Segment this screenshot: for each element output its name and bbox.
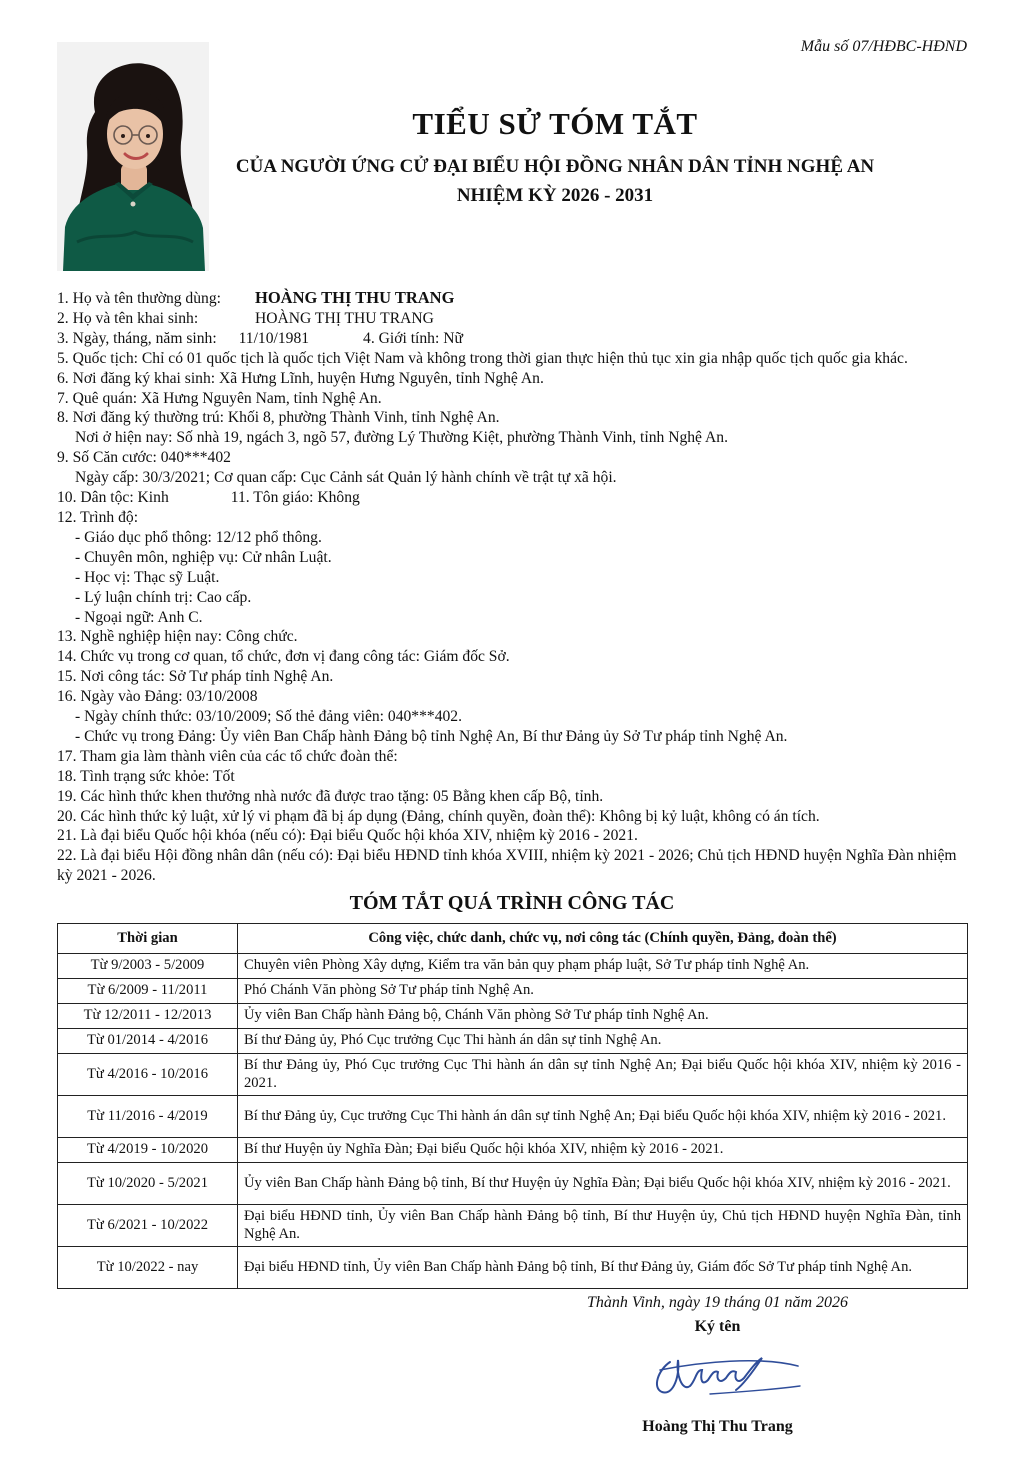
- table-row: [58, 1247, 968, 1289]
- info-line-17: 17. Tham gia làm thành viên của các tổ chức đoàn thể:: [57, 747, 398, 765]
- info-line-16a: - Ngày chính thức: 03/10/2009; Số thẻ đảng viên: 040***402.: [75, 708, 462, 726]
- birth-name-value: HOÀNG THỊ THU TRANG: [255, 309, 434, 327]
- row-period: Từ 6/2021 - 10/2022: [58, 1205, 238, 1247]
- personal-info: [57, 288, 972, 886]
- row-period: Từ 10/2022 - nay: [58, 1247, 238, 1289]
- info-line-19: 19. Các hình thức khen thưởng nhà nước đã được trao tặng: 05 Bằng khen cấp Bộ, tỉnh.: [57, 787, 604, 805]
- table-row: [58, 1163, 968, 1205]
- common-name-value: HOÀNG THỊ THU TRANG: [255, 288, 455, 307]
- row-desc: Bí thư Huyện ủy Nghĩa Đàn; Đại biểu Quốc hội khóa XIV, nhiệm kỳ 2016 - 2021.: [238, 1138, 968, 1163]
- place-date: Thành Vinh, ngày 19 tháng 01 năm 2026: [586, 1294, 849, 1311]
- row-desc: Đại biểu HĐND tỉnh, Ủy viên Ban Chấp hành Đảng bộ tỉnh, Bí thư Huyện ủy, Chủ tịch HĐND huyện Nghĩa Đàn, tỉnh Nghệ An.: [238, 1205, 968, 1247]
- row-desc: Đại biểu HĐND tỉnh, Ủy viên Ban Chấp hành Đảng bộ tỉnh, Bí thư Đảng ủy, Giám đốc Sở Tư pháp tỉnh Nghệ An.: [238, 1247, 968, 1289]
- row-period: Từ 6/2009 - 11/2011: [58, 979, 238, 1004]
- dob-value: 11/10/1981: [238, 329, 310, 347]
- info-line-9b: Ngày cấp: 30/3/2021; Cơ quan cấp: Cục Cảnh sát Quản lý hành chính về trật tự xã hội.: [75, 469, 617, 487]
- info-line-8b: Nơi ở hiện nay: Số nhà 19, ngách 3, ngõ 57, đường Lý Thường Kiệt, phường Thành Vinh, tỉnh Nghệ An.: [75, 429, 728, 447]
- row-period: Từ 12/2011 - 12/2013: [58, 1004, 238, 1029]
- info-line-1: [57, 288, 972, 309]
- info-line-20: 20. Các hình thức kỷ luật, xử lý vi phạm đã bị áp dụng (Đảng, chính quyền, đoàn thể): Không bị kỷ luật, không có án tích.: [57, 807, 820, 825]
- row-desc: Bí thư Đảng ủy, Phó Cục trưởng Cục Thi hành án dân sự tỉnh Nghệ An.: [238, 1029, 968, 1054]
- info-line-12a: - Giáo dục phổ thông: 12/12 phổ thông.: [75, 528, 322, 546]
- row-period: Từ 01/2014 - 4/2016: [58, 1029, 238, 1054]
- info-line-16: 16. Ngày vào Đảng: 03/10/2008: [57, 688, 258, 706]
- info-line-14: 14. Chức vụ trong cơ quan, tổ chức, đơn vị đang công tác: Giám đốc Sở.: [57, 648, 510, 666]
- form-code: Mẫu số 07/HĐBC-HĐND: [800, 38, 967, 55]
- table-row: [58, 1205, 968, 1247]
- row-desc: Ủy viên Ban Chấp hành Đảng bộ tỉnh, Bí thư Huyện ủy Nghĩa Đàn; Đại biểu Quốc hội khóa XIV, nhiệm kỳ 2016 - 2021.: [238, 1163, 968, 1205]
- col-time-header: Thời gian: [58, 924, 238, 954]
- row-period: Từ 11/2016 - 4/2019: [58, 1096, 238, 1138]
- dob-label: 3. Ngày, tháng, năm sinh:: [57, 329, 217, 347]
- row-desc: Bí thư Đảng ủy, Phó Cục trưởng Cục Thi hành án dân sự tỉnh Nghệ An; Đại biểu Quốc hội khóa XIV, nhiệm kỳ 2016 - 2021.: [238, 1054, 968, 1096]
- info-line-22: 22. Là đại biểu Hội đồng nhân dân (nếu có): Đại biểu HĐND tỉnh khóa XVIII, nhiệm kỳ 2021 - 2026; Chủ tịch HĐND huyện Nghĩa Đàn nhiệm kỳ 2021 - 2026.: [57, 847, 957, 885]
- row-period: Từ 9/2003 - 5/2009: [58, 954, 238, 979]
- table-row: [58, 1029, 968, 1054]
- work-history-table: [57, 923, 968, 1289]
- row-desc: Bí thư Đảng ủy, Cục trưởng Cục Thi hành án dân sự tỉnh Nghệ An; Đại biểu Quốc hội khóa XIV, nhiệm kỳ 2016 - 2021.: [238, 1096, 968, 1138]
- table-row: [58, 1054, 968, 1096]
- document-title: TIỂU SỬ TÓM TẮT: [412, 106, 698, 141]
- info-line-9: 9. Số Căn cước: 040***402: [57, 449, 231, 467]
- subtitle-line-1: CỦA NGƯỜI ỨNG CỬ ĐẠI BIỂU HỘI ĐỒNG NHÂN DÂN TỈNH NGHỆ AN: [235, 156, 875, 177]
- col-desc-header: Công việc, chức danh, chức vụ, nơi công tác (Chính quyền, Đảng, đoàn thể): [238, 924, 968, 954]
- info-line-12d: - Lý luận chính trị: Cao cấp.: [75, 588, 252, 606]
- sign-label: Ký tên: [694, 1318, 741, 1335]
- subtitle-line-2: NHIỆM KỲ 2026 - 2031: [456, 185, 654, 206]
- row-period: Từ 4/2019 - 10/2020: [58, 1138, 238, 1163]
- row-period: Từ 10/2020 - 5/2021: [58, 1163, 238, 1205]
- table-row: [58, 954, 968, 979]
- portrait-illustration: [57, 42, 209, 271]
- signer-name: Hoàng Thị Thu Trang: [642, 1418, 793, 1435]
- handwritten-signature-icon: [640, 1340, 810, 1410]
- info-line-10-11: [57, 488, 972, 508]
- gender-label: 4. Giới tính:: [363, 329, 440, 347]
- info-line-2: [57, 309, 972, 329]
- info-line-16b: - Chức vụ trong Đảng: Ủy viên Ban Chấp hành Đảng bộ tỉnh Nghệ An, Bí thư Đảng ủy Sở Tư pháp tỉnh Nghệ An.: [75, 727, 788, 745]
- info-line-21: 21. Là đại biểu Quốc hội khóa (nếu có): Đại biểu Quốc hội khóa XIV, nhiệm kỳ 2016 - 2021.: [57, 827, 638, 845]
- table-row: [58, 1004, 968, 1029]
- info-line-12c: - Học vị: Thạc sỹ Luật.: [75, 568, 220, 586]
- info-line-18: 18. Tình trạng sức khỏe: Tốt: [57, 767, 235, 785]
- info-line-12b: - Chuyên môn, nghiệp vụ: Cử nhân Luật.: [75, 548, 332, 566]
- work-history-title: TÓM TẮT QUÁ TRÌNH CÔNG TÁC: [349, 892, 675, 914]
- info-line-15: 15. Nơi công tác: Sở Tư pháp tỉnh Nghệ An.: [57, 668, 334, 686]
- row-desc: Ủy viên Ban Chấp hành Đảng bộ, Chánh Văn phòng Sở Tư pháp tỉnh Nghệ An.: [238, 1004, 968, 1029]
- info-line-5: 5. Quốc tịch: Chỉ có 01 quốc tịch là quốc tịch Việt Nam và không trong thời gian thực hiện thủ tục xin gia nhập quốc tịch quốc gia khác.: [57, 349, 908, 367]
- table-row: [58, 979, 968, 1004]
- gender-value: Nữ: [443, 329, 463, 347]
- document-subtitle: [230, 152, 880, 210]
- table-header-row: [58, 924, 968, 954]
- info-line-13: 13. Nghề nghiệp hiện nay: Công chức.: [57, 628, 298, 646]
- info-line-8: 8. Nơi đăng ký thường trú: Khối 8, phường Thành Vinh, tỉnh Nghệ An.: [57, 409, 500, 427]
- table-row: [58, 1096, 968, 1138]
- ethnicity: 10. Dân tộc: Kinh: [57, 489, 169, 507]
- info-line-7: 7. Quê quán: Xã Hưng Nguyên Nam, tỉnh Nghệ An.: [57, 389, 382, 407]
- row-desc: Phó Chánh Văn phòng Sở Tư pháp tỉnh Nghệ An.: [238, 979, 968, 1004]
- common-name-label: 1. Họ và tên thường dùng:: [57, 290, 221, 307]
- portrait-photo: [57, 42, 209, 271]
- info-line-6: 6. Nơi đăng ký khai sinh: Xã Hưng Lĩnh, huyện Hưng Nguyên, tỉnh Nghệ An.: [57, 369, 544, 387]
- birth-name-label: 2. Họ và tên khai sinh:: [57, 309, 199, 327]
- row-desc: Chuyên viên Phòng Xây dựng, Kiểm tra văn bản quy phạm pháp luật, Sở Tư pháp tỉnh Nghệ An.: [238, 954, 968, 979]
- religion: 11. Tôn giáo: Không: [230, 489, 360, 507]
- info-line-12e: - Ngoại ngữ: Anh C.: [75, 608, 203, 626]
- row-period: Từ 4/2016 - 10/2016: [58, 1054, 238, 1096]
- info-line-3: [57, 329, 972, 349]
- table-row: [58, 1138, 968, 1163]
- info-line-12: 12. Trình độ:: [57, 508, 139, 526]
